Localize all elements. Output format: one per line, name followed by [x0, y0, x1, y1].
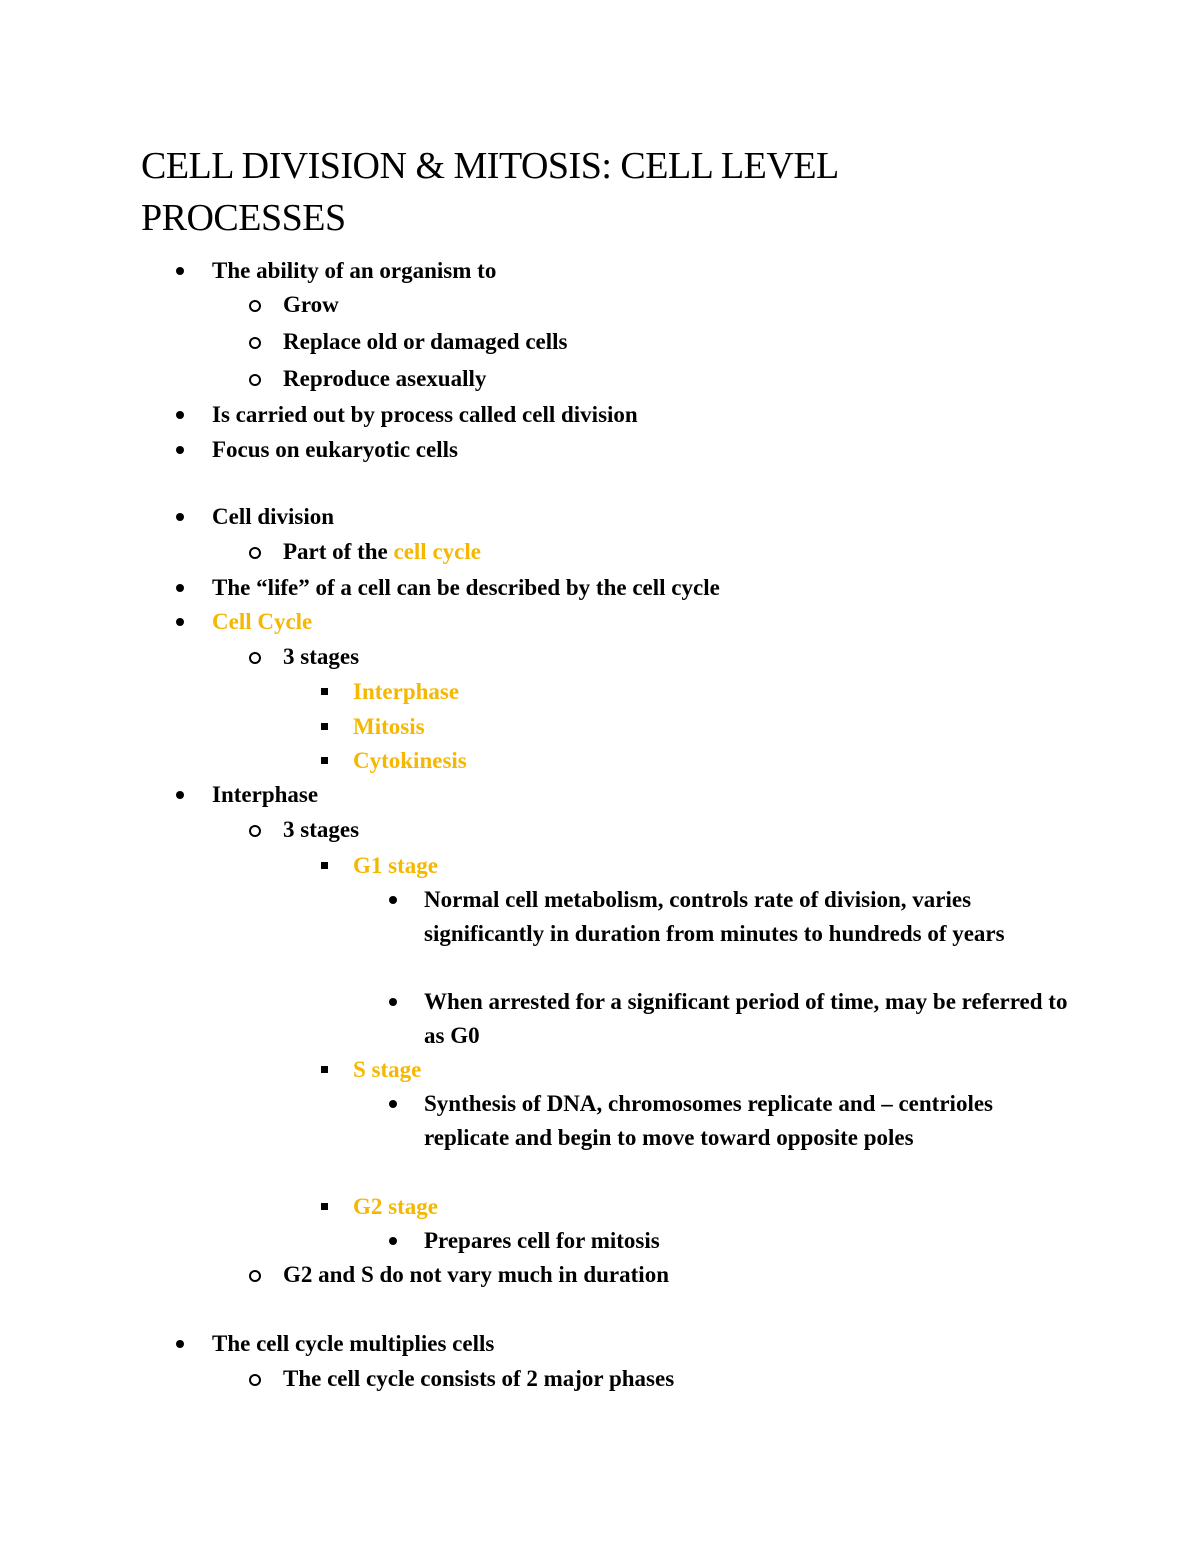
bullet-circle-icon [249, 652, 261, 664]
list-item: G1 stage [353, 853, 438, 878]
list-item: Interphase [212, 782, 319, 807]
list-item: Focus on eukaryotic cells [212, 437, 458, 462]
bullet-dot-icon [389, 896, 397, 904]
bullet-circle-icon [249, 1270, 261, 1282]
list-item: Interphase [353, 679, 460, 704]
bullet-dot-icon [389, 1237, 397, 1245]
highlight-term: cell cycle [393, 539, 481, 564]
bullet-circle-icon [249, 547, 261, 559]
bullet-circle-icon [249, 337, 261, 349]
list-item: Cell Cycle [212, 609, 313, 634]
bullet-dot-icon [389, 1100, 397, 1108]
bullet-circle-icon [249, 374, 261, 386]
bullet-dot-icon [389, 998, 397, 1006]
list-item: S stage [353, 1057, 422, 1082]
bullet-square-icon [321, 723, 328, 730]
bullet-dot-icon [176, 446, 184, 454]
list-item: G2 and S do not vary much in duration [283, 1262, 669, 1287]
bullet-dot-icon [176, 791, 184, 799]
bullet-square-icon [321, 862, 328, 869]
list-item: When arrested for a significant period of time, may be referred to as G0 [424, 989, 1068, 1048]
list-item: Is carried out by process called cell division [212, 402, 638, 427]
list-item: G2 stage [353, 1194, 438, 1219]
list-item: Grow [283, 292, 339, 317]
list-item: The cell cycle multiplies cells [212, 1331, 495, 1356]
list-item: 3 stages [283, 644, 360, 669]
list-item: Replace old or damaged cells [283, 329, 568, 354]
bullet-dot-icon [176, 618, 184, 626]
bullet-dot-icon [176, 1340, 184, 1348]
bullet-dot-icon [176, 267, 184, 275]
list-item: Synthesis of DNA, chromosomes replicate and – centrioles replicate and begin to move toward opposite poles [424, 1091, 993, 1150]
list-item: Cytokinesis [353, 748, 467, 773]
list-item: The “life” of a cell can be described by the cell cycle [212, 575, 720, 600]
list-item [283, 535, 481, 569]
bullet-square-icon [321, 1203, 328, 1210]
list-item: 3 stages [283, 817, 360, 842]
document-title: CELL DIVISION & MITOSIS: CELL LEVEL PROCESSES [141, 145, 838, 239]
list-item: Cell division [212, 504, 335, 529]
list-item: Prepares cell for mitosis [424, 1228, 660, 1253]
bullet-circle-icon [249, 300, 261, 312]
list-item: Mitosis [353, 714, 425, 739]
list-item: Reproduce asexually [283, 366, 487, 391]
list-item: Normal cell metabolism, controls rate of division, varies significantly in duration from minutes to hundreds of years [424, 887, 1005, 946]
list-item: The cell cycle consists of 2 major phases [283, 1366, 675, 1391]
bullet-circle-icon [249, 1374, 261, 1386]
bullet-circle-icon [249, 825, 261, 837]
bullet-square-icon [321, 688, 328, 695]
list-item: The ability of an organism to [212, 258, 497, 283]
bullet-square-icon [321, 1066, 328, 1073]
bullet-dot-icon [176, 584, 184, 592]
bullet-dot-icon [176, 411, 184, 419]
bullet-square-icon [321, 757, 328, 764]
list-item-text: Part of the [283, 539, 394, 564]
bullet-dot-icon [176, 513, 184, 521]
